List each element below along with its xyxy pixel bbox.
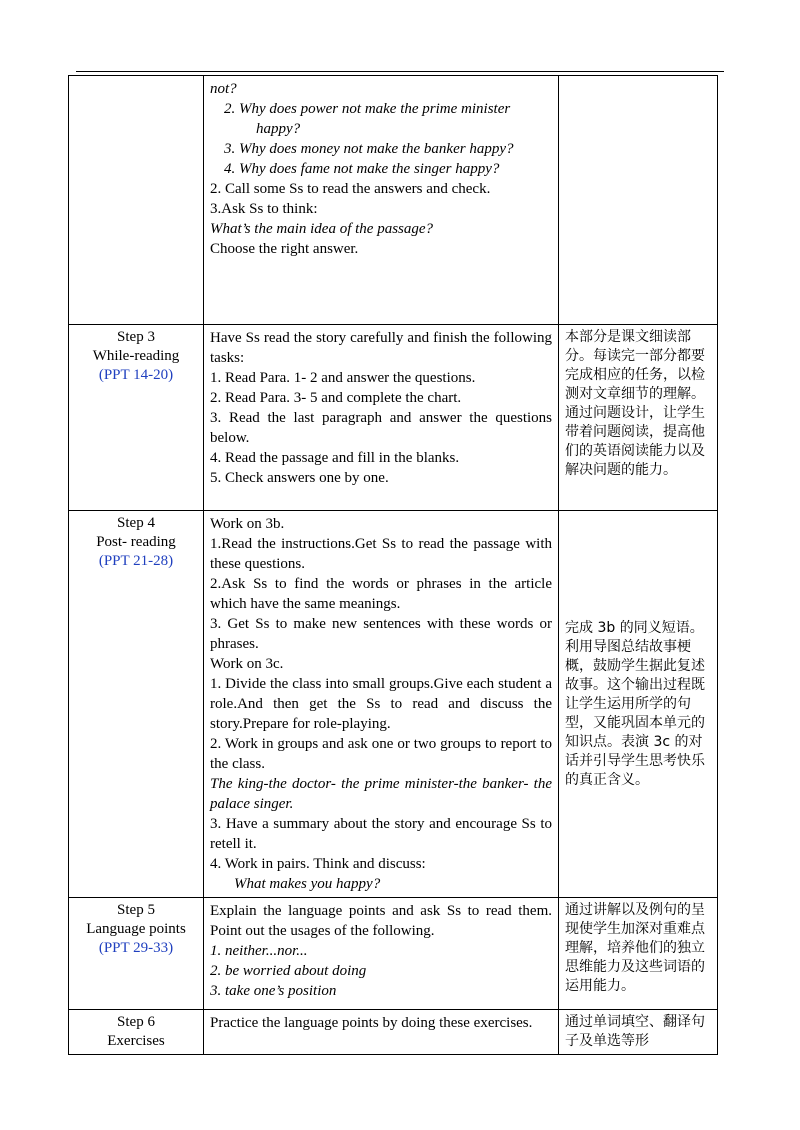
procedure-line: 3. Have a summary about the story and encourage Ss to retell it. [210,816,552,852]
procedure-line: 3. take one’s position [210,983,337,999]
procedure-cell [204,76,559,325]
procedure-line: 4. Work in pairs. Think and discuss: [210,856,426,872]
procedure-line: 3. Read the last paragraph and answer the questions below. [210,410,552,446]
procedure-line: 3. Why does money not make the banker happy? [224,141,514,157]
step-cell [69,1010,204,1055]
design-intent-text: 本部分是课文细读部分。每读完一部分都要完成相应的任务，以检测对文章细节的理解。通过问题设计，让学生带着问题阅读，提高他们的英语阅读能力以及解决问题的能力。 [565,329,705,478]
table-row [69,898,718,1010]
step-name: Post- reading [96,534,176,550]
procedure-line: not? [210,81,237,97]
step-cell [69,511,204,898]
procedure-line: What makes you happy? [234,876,381,892]
procedure-line: 2. Why does power not make the prime minister [224,101,511,117]
design-intent-cell [559,898,718,1010]
lesson-plan-table [68,75,718,1055]
design-intent-text: 完成 3b 的同义短语。利用导图总结故事梗概，鼓励学生据此复述故事。这个输出过程既让学生运用所学的句型，又能巩固本单元的知识点。表演 3c 的对话并引导学生思考快乐的真正含义。 [565,619,705,788]
header-rule [76,71,724,72]
procedure-line: 2. be worried about doing [210,963,367,979]
step-number: Step 6 [117,1014,155,1030]
procedure-line: 2. Read Para. 3- 5 and complete the chart. [210,390,462,406]
step-name: While-reading [92,348,180,364]
step-cell [69,325,204,511]
procedure-cell [204,898,559,1010]
procedure-line: Work on 3c. [210,656,284,672]
procedure-line: 3. Get Ss to make new sentences with these words or phrases. [210,616,552,652]
procedure-line: 4. Read the passage and fill in the blanks. [210,450,460,466]
step-name: Language points [86,921,186,937]
step-cell [69,898,204,1010]
procedure-line: Work on 3b. [210,516,285,532]
step-name: Exercises [107,1033,165,1049]
table-row [69,1010,718,1055]
procedure-line: happy? [256,121,301,137]
procedure-line: Have Ss read the story carefully and finish the following tasks: [210,330,552,366]
procedure-cell [204,325,559,511]
procedure-cell [204,1010,559,1055]
design-intent-cell [559,76,718,325]
procedure-line: 4. Why does fame not make the singer happy? [224,161,500,177]
procedure-line: 1.Read the instructions.Get Ss to read the passage with these questions. [210,536,552,572]
design-intent-text: 通过讲解以及例句的呈现使学生加深对重难点理解，培养他们的独立思维能力及这些词语的运用能力。 [565,902,705,994]
procedure-line: 1. Read Para. 1- 2 and answer the questions. [210,370,476,386]
design-intent-cell [559,1010,718,1055]
procedure-line: 2.Ask Ss to find the words or phrases in the article which have the same meanings. [210,576,552,612]
procedure-line: What’s the main idea of the passage? [210,221,434,237]
procedure-line: 2. Work in groups and ask one or two groups to report to the class. [210,736,552,772]
procedure-line: 1. Divide the class into small groups.Give each student a role.And then get the Ss to read and discuss the story.Prepare for role-playing. [210,676,552,732]
procedure-line: Practice the language points by doing these exercises. [210,1015,533,1031]
design-intent-text: 通过单词填空、翻译句子及单选等形 [565,1014,705,1049]
procedure-line: Choose the right answer. [210,241,359,257]
table-row [69,76,718,325]
step-number: Step 4 [117,515,155,531]
table-row [69,511,718,898]
procedure-cell [204,511,559,898]
ppt-range: (PPT 21-28) [98,553,174,569]
step-number: Step 5 [117,902,155,918]
step-cell [69,76,204,325]
ppt-range: (PPT 14-20) [98,367,174,383]
procedure-line: 2. Call some Ss to read the answers and check. [210,181,491,197]
procedure-line: Explain the language points and ask Ss to read them. Point out the usages of the following. [210,903,552,939]
table-row [69,325,718,511]
procedure-line: 5. Check answers one by one. [210,470,389,486]
procedure-line: The king-the doctor- the prime minister-the banker- the palace singer. [210,776,552,812]
procedure-line: 3.Ask Ss to think: [210,201,318,217]
ppt-range: (PPT 29-33) [98,940,174,956]
step-number: Step 3 [117,329,155,345]
procedure-line: 1. neither...nor... [210,943,308,959]
design-intent-cell [559,325,718,511]
design-intent-cell [559,511,718,898]
